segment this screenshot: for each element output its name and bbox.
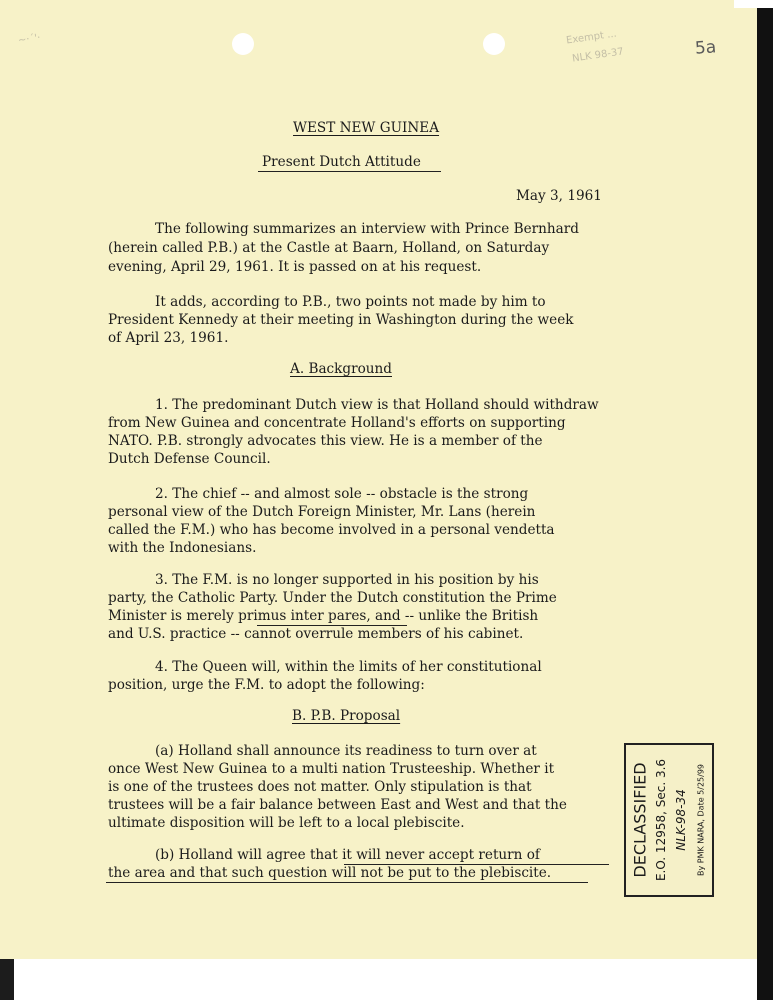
faint-archive-mark-1: Exempt ...: [565, 28, 618, 47]
pb-line-1: (b) Holland will agree that it will never accept return of: [155, 847, 540, 863]
p3-line-4: and U.S. practice -- cannot overrule members of his cabinet.: [108, 626, 524, 642]
p2-line-1: 2. The chief -- and almost sole -- obstacle is the strong: [155, 486, 529, 502]
pa-line-5: ultimate disposition will be left to a local plebiscite.: [108, 815, 465, 831]
p4-line-2: position, urge the F.M. to adopt the following:: [108, 677, 425, 693]
subtitle-underline: [258, 171, 441, 172]
pa-line-3: is one of the trustees does not matter. Only stipulation is that: [108, 779, 532, 795]
document-title: WEST NEW GUINEA: [293, 120, 440, 136]
faint-archive-mark-2: NLK 98-37: [571, 46, 625, 65]
pa-line-2: once West New Guinea to a multi nation Trusteeship. Whether it: [108, 761, 555, 777]
document-date: May 3, 1961: [516, 188, 602, 204]
declassified-stamp: [624, 743, 714, 897]
stamp-declassified: DECLASSIFIED: [630, 762, 650, 878]
scan-strip-bottom-edge: [0, 959, 14, 1000]
scan-strip-top-right: [734, 0, 773, 8]
document-subtitle: Present Dutch Attitude: [262, 154, 421, 170]
punch-hole-left: [232, 33, 254, 55]
intro-line-2: (herein called P.B.) at the Castle at Baarn, Holland, on Saturday: [108, 240, 550, 256]
p1-line-3: NATO. P.B. strongly advocates this view. He is a member of the: [108, 433, 543, 449]
section-a-heading: A. Background: [290, 361, 392, 377]
p4-line-1: 4. The Queen will, within the limits of her constitutional: [155, 659, 542, 675]
pa-line-4: trustees will be a fair balance between East and West and that the: [108, 797, 567, 813]
p1-line-2: from New Guinea and concentrate Holland's efforts on supporting: [108, 415, 566, 431]
adds-line-1: It adds, according to P.B., two points not made by him to: [155, 294, 546, 310]
p2-line-2: personal view of the Dutch Foreign Minister, Mr. Lans (herein: [108, 504, 536, 520]
adds-line-2: President Kennedy at their meeting in Washington during the week: [108, 312, 574, 328]
pb-line-2: the area and that such question will not be put to the plebiscite.: [108, 865, 552, 881]
p1-line-4: Dutch Defense Council.: [108, 451, 271, 467]
stamp-case-number: NLK-98-34: [674, 789, 688, 851]
p3-line-2: party, the Catholic Party. Under the Dutch constitution the Prime: [108, 590, 557, 606]
faint-mark: ~·´'·: [17, 32, 42, 47]
section-b-heading: B. P.B. Proposal: [292, 708, 401, 724]
intro-line-1: The following summarizes an interview with Prince Bernhard: [155, 221, 579, 237]
p1-line-1: 1. The predominant Dutch view is that Holland should withdraw: [155, 397, 599, 413]
p2-line-4: with the Indonesians.: [108, 540, 257, 556]
stamp-eo-reference: E.O. 12958, Sec. 3.6: [654, 758, 668, 882]
pa-line-1: (a) Holland shall announce its readiness to turn over at: [155, 743, 537, 759]
p3-line-3: Minister is merely primus inter pares, and -- unlike the British: [108, 608, 539, 624]
p3-line-1: 3. The F.M. is no longer supported in his position by his: [155, 572, 539, 588]
stamp-signoff: By PMK NARA, Date 5/25/99: [696, 763, 706, 877]
handwritten-page-number: 5a: [694, 37, 717, 59]
pb-underline-2: [106, 882, 588, 883]
adds-line-3: of April 23, 1961.: [108, 330, 229, 346]
intro-line-3: evening, April 29, 1961. It is passed on at his request.: [108, 259, 482, 275]
scan-edge-right: [757, 0, 773, 1000]
punch-hole-right: [483, 33, 505, 55]
scan-strip-bottom: [0, 959, 757, 1000]
p2-line-3: called the F.M.) who has become involved in a personal vendetta: [108, 522, 555, 538]
